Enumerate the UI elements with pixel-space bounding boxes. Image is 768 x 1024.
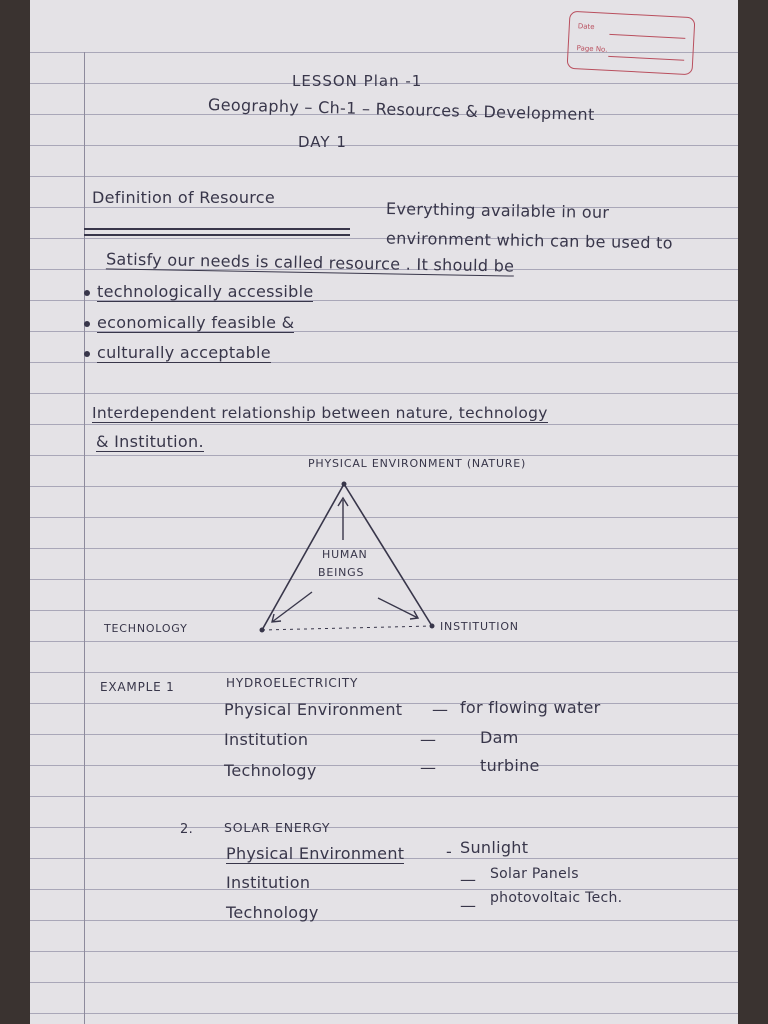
example-1-value: Dam [480,728,519,747]
example-2-dash: — [460,896,477,915]
resource-triangle-diagram [30,0,738,1024]
diagram-right-label: INSTITUTION [440,620,519,633]
example-1-key: Institution [224,730,309,749]
example-1-value: for flowing water [460,698,601,717]
arrow-to-technology [272,592,312,622]
definition-term: Definition of Resource [92,188,276,207]
bullet-text: economically feasible & [97,313,295,332]
arrow-to-institution [378,598,418,618]
example-1-key: Physical Environment [224,700,403,719]
example-1-dash: — [420,758,437,777]
example-2-dash: — [460,870,477,889]
subject-line: Geography – Ch-1 – Resources & Development [207,94,595,125]
example-1-key: Technology [224,761,317,780]
example-2-key: Physical Environment [226,844,405,863]
example-2-dash: - [446,842,453,861]
diagram-center-label-1: HUMAN [322,548,368,561]
definition-line-1: Everything available in our [385,199,610,222]
example-2-value: Solar Panels [490,866,579,882]
notebook-page [30,0,738,1024]
vertex-dot [342,482,347,487]
diagram-center-label-2: BEINGS [318,566,365,579]
stamp-date-label: Date [577,22,595,32]
example-1-dash: — [432,700,449,719]
example-2-value: Sunlight [460,838,529,857]
lesson-title: LESSON Plan -1 [292,72,423,90]
definition-line-3: Satisfy our needs is called resource . It should be [105,249,515,276]
example-2-value: photovoltaic Tech. [490,890,623,906]
day-label: DAY 1 [298,133,347,151]
vertex-dot [430,624,435,629]
example-1-label: EXAMPLE 1 [100,680,175,694]
definition-line-2: environment which can be used to [385,228,673,253]
example-1-heading: HYDROELECTRICITY [226,676,359,690]
triangle-base [262,626,432,630]
vertex-dot [260,628,265,633]
example-2-key: Technology [226,903,319,922]
example-2-key: Institution [226,873,311,892]
example-2-number: 2. [180,822,194,837]
example-2-heading: SOLAR ENERGY [224,820,331,835]
bullet-text: culturally acceptable [97,343,271,362]
stamp-page-label: Page No. [576,44,608,54]
example-1-dash: — [420,730,437,749]
diagram-left-label: TECHNOLOGY [104,622,188,635]
relationship-line-1: Interdependent relationship between nature, technology [92,404,548,422]
example-1-value: turbine [480,756,540,775]
bullet-text: technologically accessible [97,282,314,301]
diagram-top-label: PHYSICAL ENVIRONMENT (NATURE) [308,457,527,470]
relationship-line-2: & Institution. [96,432,204,451]
